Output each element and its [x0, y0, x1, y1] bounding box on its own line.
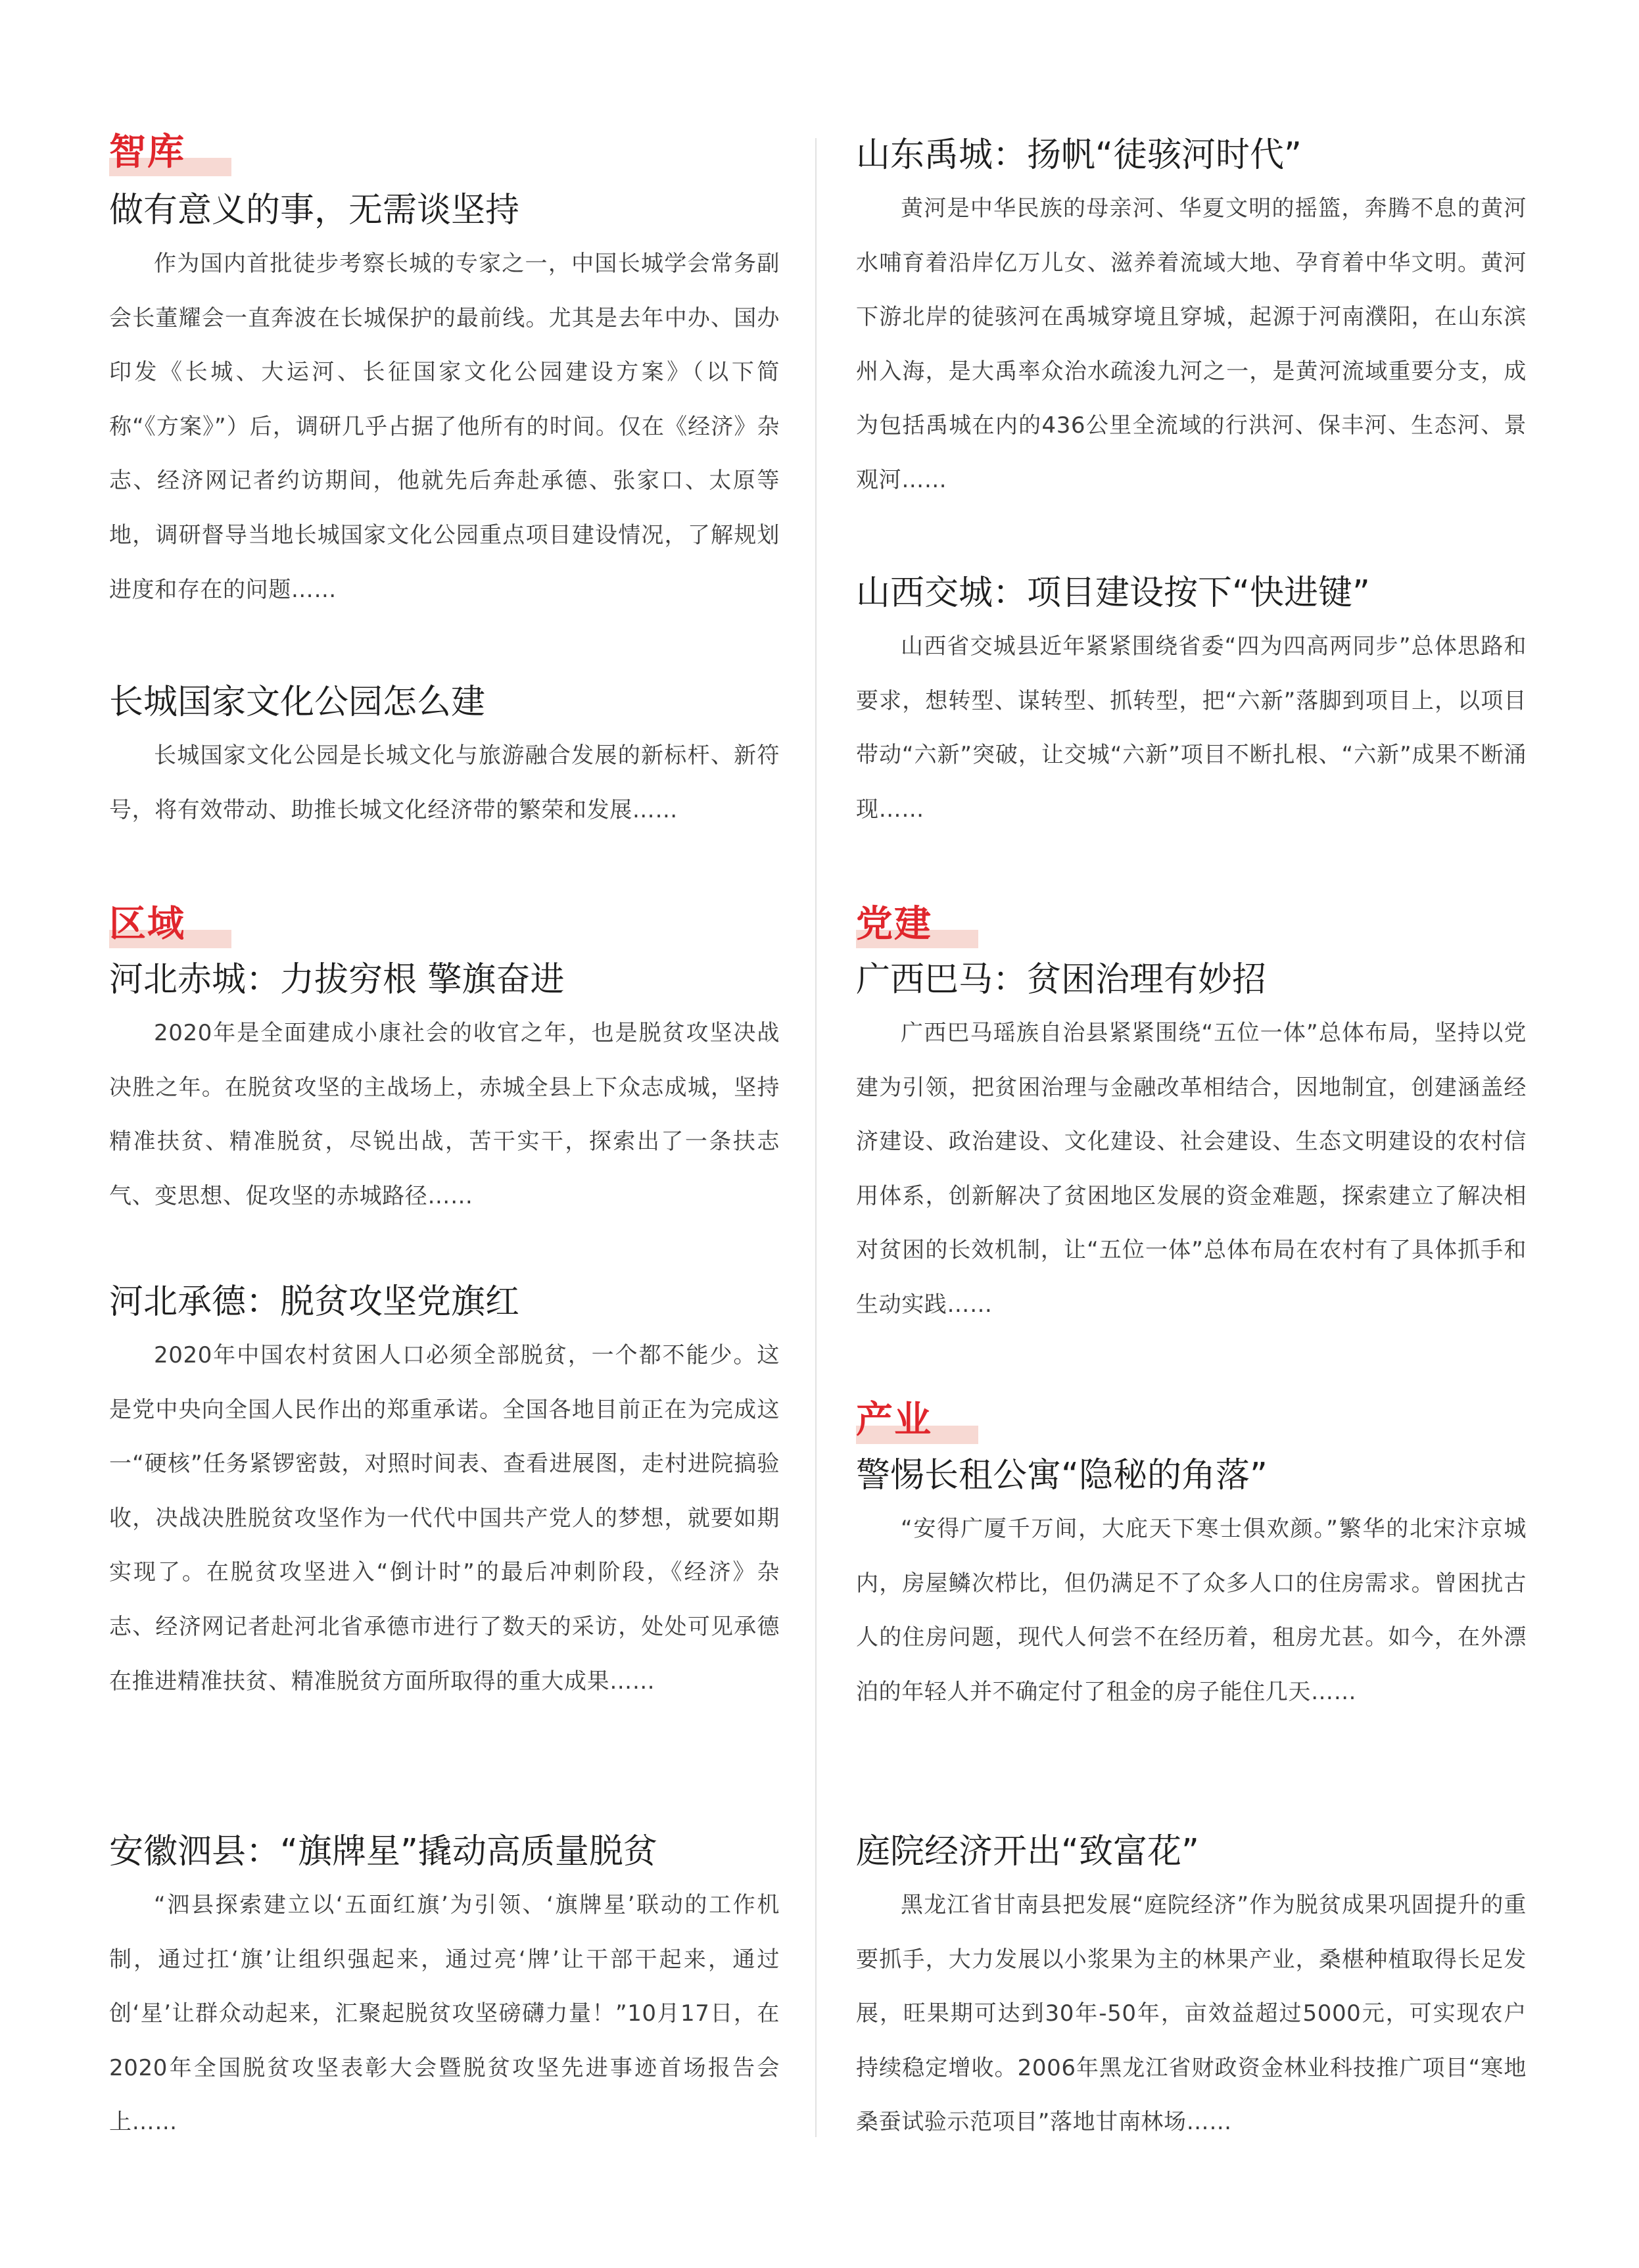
article-excerpt: 广西巴马瑶族自治县紧紧围绕“五位一体”总体布局，坚持以党建为引领，把贫困治理与金融改革相结合，因地制宜，创建涵盖经济建设、政治建设、文化建设、社会建设、生态文明建设的农村信用体系，创新解决了贫困地区发展的资金难题，探索建立了解决相对贫困的长效机制，让“五位一体”总体布局在农村有了具体抓手和生动实践…… — [856, 1020, 1527, 1318]
section-tag-dangjian — [856, 901, 1527, 948]
section-label: 产业 — [856, 1399, 932, 1441]
article-card — [109, 1825, 780, 2150]
article-card — [856, 953, 1527, 1332]
article-title[interactable]: 安徽泗县：“旗牌星”撬动高质量脱贫 — [109, 1832, 657, 1871]
article-excerpt: 山西省交城县近年紧紧围绕省委“四为四高两同步”总体思路和要求，想转型、谋转型、抓转型，把“六新”落脚到项目上，以项目带动“六新”突破，让交城“六新”项目不断扎根、“六新”成果不断涌现…… — [856, 633, 1527, 823]
article-title[interactable]: 山西交城：项目建设按下“快进键” — [856, 573, 1370, 613]
article-card — [109, 953, 780, 1223]
article-card — [109, 676, 780, 837]
article-title[interactable]: 警惕长租公寓“隐秘的角落” — [856, 1456, 1268, 1495]
article-excerpt: 长城国家文化公园是长城文化与旅游融合发展的新标杆、新符号，将有效带动、助推长城文化经济带的繁荣和发展…… — [109, 742, 780, 823]
article-title[interactable]: 山东禹城：扬帆“徒骇河时代” — [856, 135, 1302, 175]
article-excerpt: “泗县探索建立以‘五面红旗’为引领、‘旗牌星’联动的工作机制，通过扛‘旗’让组织强起来，通过亮‘牌’让干部干起来，通过创‘星’让群众动起来，汇聚起脱贫攻坚磅礴力量！”10月17日，在2020年全国脱贫攻坚表彰大会暨脱贫攻坚先进事迹首场报告会上…… — [109, 1892, 780, 2136]
article-title[interactable]: 庭院经济开出“致富花” — [856, 1832, 1199, 1871]
section-label: 智库 — [109, 131, 185, 174]
article-excerpt: “安得广厦千万间，大庇天下寒士俱欢颜。”繁华的北宋汴京城内，房屋鳞次栉比，但仍满足不了众多人口的住房需求。曾困扰古人的住房问题，现代人何尝不在经历着，租房尤甚。如今，在外漂泊的年轻人并不确定付了租金的房子能住几天…… — [856, 1516, 1527, 1705]
article-excerpt: 2020年中国农村贫困人口必须全部脱贫，一个都不能少。这是党中央向全国人民作出的郑重承诺。全国各地目前正在为完成这一“硬核”任务紧锣密鼓，对照时间表、查看进展图，走村进院搞验收，决战决胜脱贫攻坚作为一代代中国共产党人的梦想，就要如期实现了。在脱贫攻坚进入“倒计时”的最后冲刺阶段，《经济》杂志、经济网记者赴河北省承德市进行了数天的采访，处处可见承德在推进精准扶贫、精准脱贫方面所取得的重大成果…… — [109, 1342, 780, 1695]
article-excerpt: 黄河是中华民族的母亲河、华夏文明的摇篮，奔腾不息的黄河水哺育着沿岸亿万儿女、滋养着流域大地、孕育着中华文明。黄河下游北岸的徒骇河在禹城穿境且穿城，起源于河南濮阳，在山东滨州入海，是大禹率众治水疏浚九河之一，是黄河流域重要分支，成为包括禹城在内的436公里全流域的行洪河、保丰河、生态河、景观河…… — [856, 195, 1527, 493]
article-excerpt: 2020年是全面建成小康社会的收官之年，也是脱贫攻坚决战决胜之年。在脱贫攻坚的主战场上，赤城全县上下众志成城，坚持精准扶贫、精准脱贫，尽锐出战，苦干实干，探索出了一条扶志气、变思想、促攻坚的赤城路径…… — [109, 1020, 780, 1209]
column-divider — [815, 138, 817, 2137]
section-quyu — [109, 901, 780, 948]
article-card — [856, 567, 1527, 836]
article-card — [109, 184, 780, 617]
article-excerpt: 黑龙江省甘南县把发展“庭院经济”作为脱贫成果巩固提升的重要抓手，大力发展以小浆果为主的林果产业，桑椹种植取得长足发展，旺果期可达到30年-50年，亩效益超过5000元，可实现农户持续稳定增收。2006年黑龙江省财政资金林业科技推广项目“寒地桑蚕试验示范项目”落地甘南林场…… — [856, 1892, 1527, 2136]
article-card — [856, 1449, 1527, 1719]
article-title[interactable]: 河北承德：脱贫攻坚党旗红 — [109, 1282, 520, 1322]
article-card — [856, 129, 1527, 508]
section-chanye — [856, 1397, 1527, 1444]
section-dangjian — [856, 901, 1527, 948]
article-title[interactable]: 河北赤城：力拔穷根 擎旗奋进 — [109, 960, 565, 1000]
article-title[interactable]: 长城国家文化公园怎么建 — [109, 683, 486, 722]
article-card — [109, 1276, 780, 1708]
section-tag-zhiku — [109, 129, 780, 176]
article-title[interactable]: 做有意义的事，无需谈坚持 — [109, 191, 520, 230]
section-label: 区域 — [109, 903, 185, 946]
section-zhiku — [109, 129, 780, 176]
section-tag-quyu — [109, 901, 780, 948]
article-card — [856, 1825, 1527, 2150]
article-excerpt: 作为国内首批徒步考察长城的专家之一，中国长城学会常务副会长董耀会一直奔波在长城保护的最前线。尤其是去年中办、国办印发《长城、大运河、长征国家文化公园建设方案》（以下简称“《方案》”）后，调研几乎占据了他所有的时间。仅在《经济》杂志、经济网记者约访期间，他就先后奔赴承德、张家口、太原等地，调研督导当地长城国家文化公园重点项目建设情况，了解规划进度和存在的问题…… — [109, 251, 780, 603]
article-title[interactable]: 广西巴马：贫困治理有妙招 — [856, 960, 1267, 1000]
section-label: 党建 — [856, 903, 932, 946]
section-tag-chanye — [856, 1397, 1527, 1444]
